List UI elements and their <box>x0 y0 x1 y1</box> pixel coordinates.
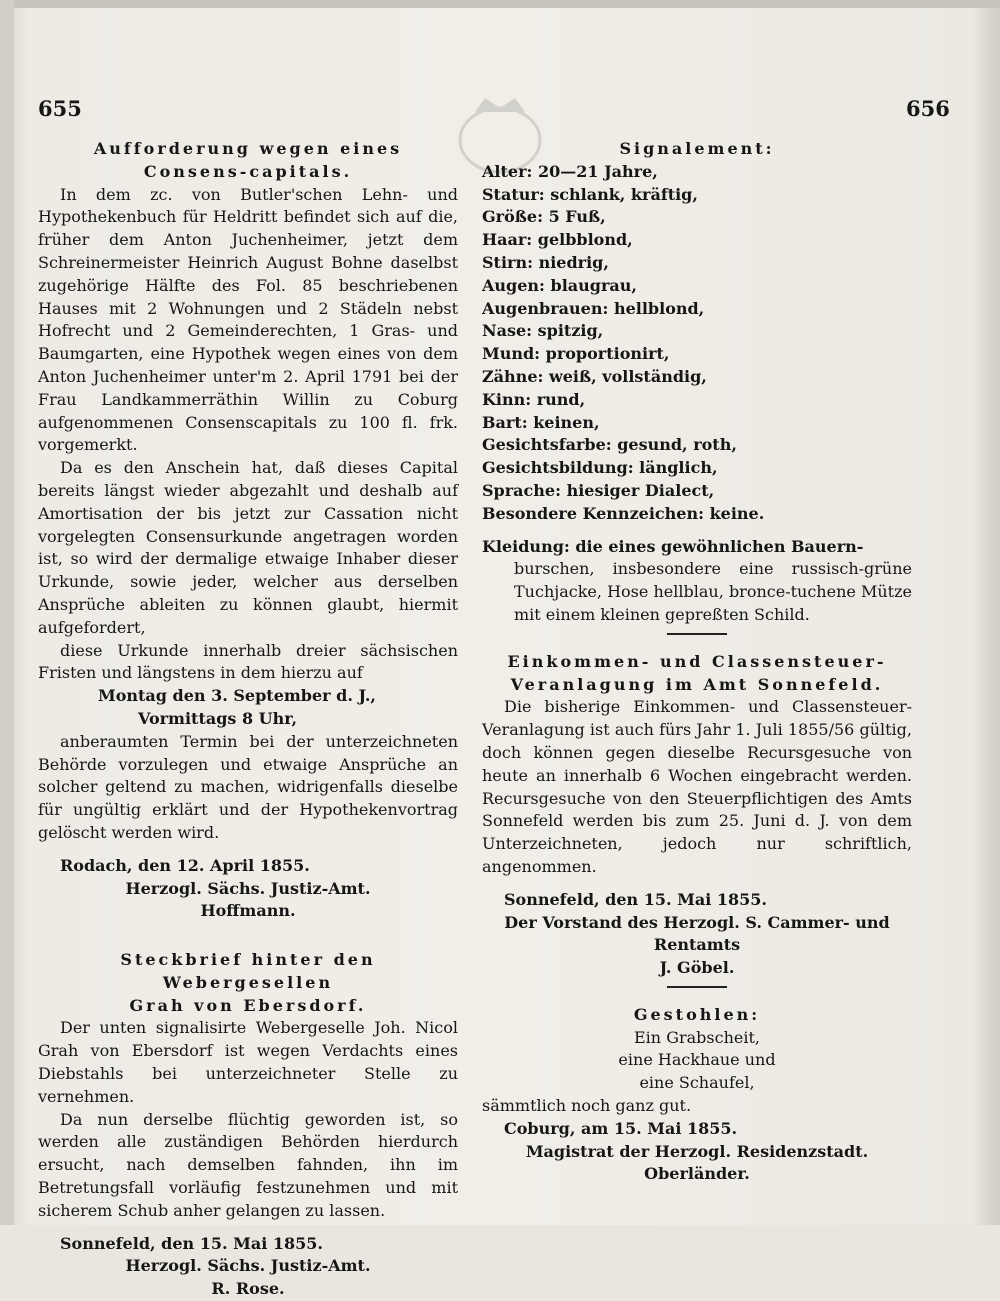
section-divider <box>667 633 727 635</box>
signalement-row: Stirn: niedrig, <box>482 252 609 272</box>
signalement-list <box>482 161 912 526</box>
place-date: Sonnefeld, den 15. Mai 1855. <box>60 1233 323 1253</box>
clothing-description <box>482 536 912 627</box>
signalement-row: Alter: 20—21 Jahre, <box>482 161 658 181</box>
signalement-row: Haar: gelbblond, <box>482 230 633 250</box>
notice-title: Steckbrief hinter den Webergesellen <box>120 950 376 992</box>
issuing-authority: Magistrat der Herzogl. Residenzstadt. <box>525 1141 869 1161</box>
notice-paragraph: Der unten signalisirte Webergeselle Joh. Nicol Grah von Ebersdorf ist wegen Verdachts eines Diebstahls bei unterzeichneter Stelle zu vernehmen. <box>38 1018 458 1106</box>
section-divider <box>667 986 727 988</box>
signalement-row: Sprache: hiesiger Dialect, <box>482 480 715 500</box>
notice-title: Gestohlen: <box>633 1004 761 1024</box>
signature: Oberländer. <box>644 1164 750 1184</box>
signature: R. Rose. <box>211 1279 285 1299</box>
place-date: Sonnefeld, den 15. Mai 1855. <box>504 889 767 909</box>
issuing-authority: Herzogl. Sächs. Justiz-Amt. <box>125 878 371 898</box>
signature: Hoffmann. <box>200 901 296 921</box>
tax-assessment-notice <box>482 651 912 980</box>
notice-paragraph: Die bisherige Einkommen- und Classensteuer-Veranlagung ist auch fürs Jahr 1. Juli 1855/56 gültig, doch können gegen dieselbe Recursgesuche von heute an innerhalb 6 Wochen eingebracht werden. Recursgesuche von den Steuerpflichtigen des Amts Sonnefeld werden bis zum 25. Juni d. J. von dem Unterzeichneten, jedoch nur schriftlich, angenommen. <box>482 697 912 876</box>
notice-subtitle: Grah von Ebersdorf. <box>129 995 367 1015</box>
signalement-row: Größe: 5 Fuß, <box>482 207 606 227</box>
place-date: Rodach, den 12. April 1855. <box>60 855 310 875</box>
signalement-row: Augenbrauen: hellblond, <box>482 298 705 318</box>
clothing-continuation: burschen, insbesondere eine russisch-grüne Tuchjacke, Hose hellblau, bronce-tuchene Mütze mit einem kleinen gepreßten Schild. <box>514 559 912 624</box>
signalement-row: Zähne: weiß, vollständig, <box>482 366 707 386</box>
signalement-title: Signalement: <box>619 139 775 158</box>
stolen-item: eine Schaufel, <box>639 1073 755 1093</box>
notice-title: Aufforderung wegen eines Consens-capitals. <box>93 139 403 181</box>
page-number-left: 655 <box>38 96 82 121</box>
notice-paragraph: diese Urkunde innerhalb dreier sächsischen Fristen und längstens in dem hierzu auf <box>38 640 458 683</box>
place-date: Coburg, am 15. Mai 1855. <box>504 1118 738 1138</box>
signalement-row: Mund: proportionirt, <box>482 344 670 364</box>
notice-paragraph: Da nun derselbe flüchtig geworden ist, so werden alle zuständigen Behörden hierdurch ersucht, nach demselben fahnden, ihn im Betretungsfall vorläufig festzunehmen und mit sicherem Schub anher gelangen zu lassen. <box>38 1109 458 1220</box>
wanted-notice <box>38 949 458 1301</box>
issuing-authority: Herzogl. Sächs. Justiz-Amt. <box>125 1256 371 1276</box>
issuing-authority: Der Vorstand des Herzogl. S. Cammer- und <box>504 912 890 932</box>
left-column <box>38 138 458 1301</box>
signalement-row: Kinn: rund, <box>482 389 586 409</box>
appointment-time: Vormittags 8 Uhr, <box>138 708 298 728</box>
signalement-row: Gesichtsbildung: länglich, <box>482 458 718 478</box>
notice-paragraph: In dem zc. von Butler'schen Lehn- und Hypothekenbuch für Heldritt befindet sich auf die, früher dem Anton Juchenheimer, jetzt dem Schreinermeister Heinrich August Bohne daselbst zugehörige Hälfte des Fol. 85 beschriebenen Hauses mit 2 Wohnungen und 2 Städeln nebst Hofrecht und 2 Gemeinderechten, 1 Gras- und Baumgarten, eine Hypothek wegen eines von dem Anton Juchenheimer unter'm 2. April 1791 bei der Frau Landkammerräthin Willin zu Coburg aufgenommenen Consenscapitals zu 100 fl. frk. vorgemerkt. <box>38 184 458 455</box>
stolen-item: Ein Grabscheit, <box>634 1027 760 1047</box>
signalement-row: Augen: blaugrau, <box>482 275 637 295</box>
notice-paragraph: anberaumten Termin bei der unterzeichneten Behörde vorzulegen und etwaige Ansprüche an solcher geltend zu machen, widrigenfalls dieselbe für ungültig erklärt und der Hypothekenvortrag gelöscht werden wird. <box>38 731 458 842</box>
stolen-items-notice <box>482 1004 912 1186</box>
signature: J. Göbel. <box>659 958 735 978</box>
signalement-row: Besondere Kennzeichen: keine. <box>482 503 765 523</box>
clothing-first-line: Kleidung: die eines gewöhnlichen Bauern- <box>482 536 864 556</box>
stolen-item: eine Hackhaue und <box>618 1050 776 1070</box>
signalement-row: Statur: schlank, kräftig, <box>482 184 698 204</box>
stolen-summary: sämmtlich noch ganz gut. <box>482 1096 692 1116</box>
appointment-date: Montag den 3. September d. J., <box>98 686 376 706</box>
page-left-edge <box>0 0 14 1225</box>
page-top-edge <box>0 0 1000 8</box>
right-column <box>482 138 912 1186</box>
notice-title: Einkommen- und Classensteuer-Veranlagung im Amt Sonnefeld. <box>507 651 887 694</box>
notice-paragraph: Da es den Anschein hat, daß dieses Capital bereits längst wieder abgezahlt und deshalb auf Amortisation der bis jetzt zur Cassation nicht vorgelegten Consensurkunde angetragen worden ist, so wird der dermalige etwaige Inhaber dieser Urkunde, sowie jeder, welcher aus derselben Ansprüche ableiten zu können glaubt, hiermit aufgefordert, <box>38 458 458 637</box>
signalement-section <box>482 138 912 627</box>
page-number-right: 656 <box>906 96 950 121</box>
consens-capital-notice <box>38 138 458 923</box>
issuing-authority-cont: Rentamts <box>653 935 741 955</box>
signalement-row: Nase: spitzig, <box>482 321 604 341</box>
signalement-row: Gesichtsfarbe: gesund, roth, <box>482 435 737 455</box>
signalement-row: Bart: keinen, <box>482 412 600 432</box>
